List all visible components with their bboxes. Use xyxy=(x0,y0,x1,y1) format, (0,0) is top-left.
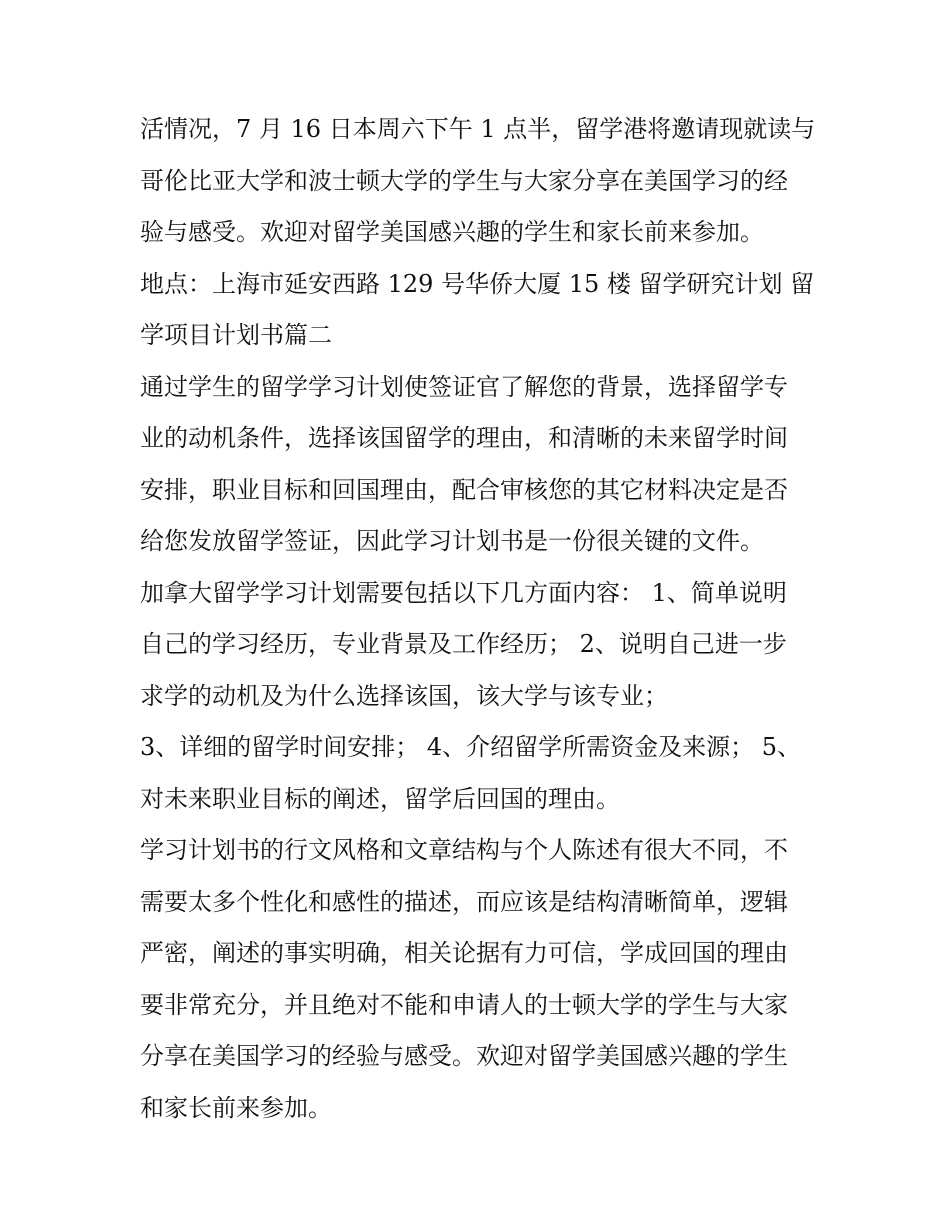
document-body xyxy=(140,104,816,1134)
text-line: 通过学生的留学学习计划使签证官了解您的背景，选择留学专 xyxy=(140,372,788,401)
paragraph-location xyxy=(140,259,816,362)
text-line: 严密，阐述的事实明确，相关论据有力可信，学成回国的理由 xyxy=(140,939,788,967)
text-line: 要非常充分，并且绝对不能和申请人的士顿大学的学生与大家 xyxy=(140,990,788,1019)
paragraph-study-plan-purpose xyxy=(140,362,816,568)
text-line: 求学的动机及为什么选择该国，该大学与该专业； xyxy=(140,681,668,710)
text-line: 加拿大留学学习计划需要包括以下几方面内容： 1、简单说明 xyxy=(140,578,787,607)
text-line: 学习计划书的行文风格和文章结构与个人陈述有很大不同，不 xyxy=(140,836,788,864)
text-line: 哥伦比亚大学和波士顿大学的学生与大家分享在美国学习的经 xyxy=(140,166,788,195)
paragraph-writing-style xyxy=(140,825,816,1134)
paragraph-canada-requirements xyxy=(140,568,816,723)
text-line: 需要太多个性化和感性的描述，而应该是结构清晰简单，逻辑 xyxy=(140,887,788,916)
text-line: 地点：上海市延安西路 129 号华侨大厦 15 楼 留学研究计划 留 xyxy=(140,269,815,298)
text-line: 安排，职业目标和回国理由，配合审核您的其它材料决定是否 xyxy=(140,475,788,504)
paragraph-event-info xyxy=(140,104,816,259)
text-line: 自己的学习经历，专业背景及工作经历； 2、说明自己进一步 xyxy=(140,630,787,658)
text-line: 和家长前来参加。 xyxy=(140,1093,332,1122)
text-line: 业的动机条件，选择该国留学的理由，和清晰的未来留学时间 xyxy=(140,424,788,452)
text-line: 活情况，7 月 16 日本周六下午 1 点半，留学港将邀请现就读与 xyxy=(140,115,816,143)
text-line: 学项目计划书篇二 xyxy=(140,321,332,349)
text-line: 给您发放留学签证，因此学习计划书是一份很关键的文件。 xyxy=(140,527,764,555)
paragraph-requirements-continued xyxy=(140,722,816,825)
text-line: 分享在美国学习的经验与感受。欢迎对留学美国感兴趣的学生 xyxy=(140,1042,788,1070)
text-line: 验与感受。欢迎对留学美国感兴趣的学生和家长前来参加。 xyxy=(140,218,764,246)
text-line: 对未来职业目标的阐述，留学后回国的理由。 xyxy=(140,784,620,813)
text-line: 3、详细的留学时间安排； 4、介绍留学所需资金及来源； 5、 xyxy=(140,733,802,761)
